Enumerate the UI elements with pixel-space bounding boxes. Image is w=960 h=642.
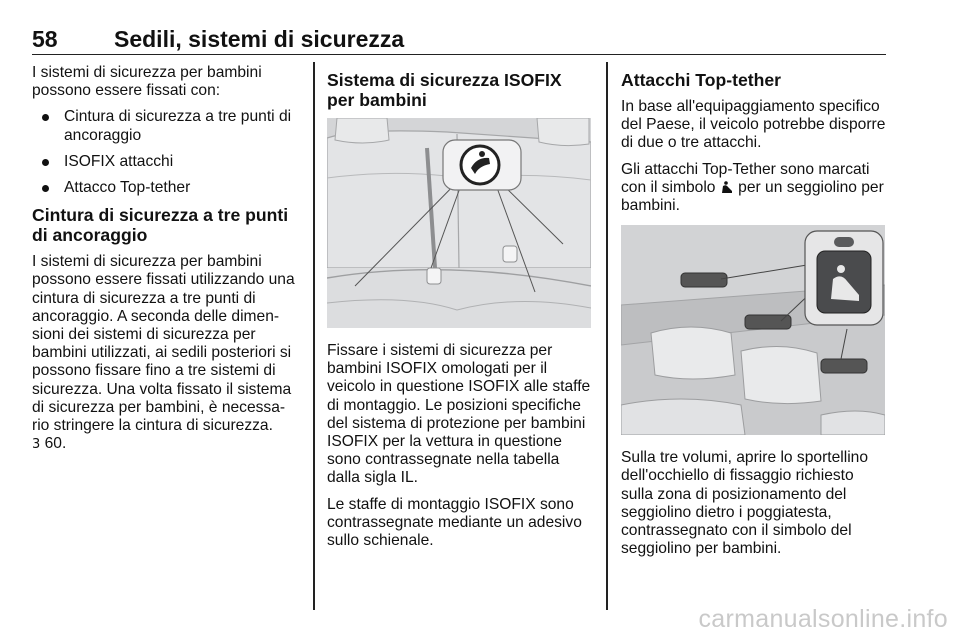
body-text: I sistemi di sicurezza per bambini possono essere fissati utilizzando una cintura di sicurezza a tre punti di ancoraggio. A seconda delle dimen-sioni dei sistemi di sicurezza per bambini utilizzati, ai sedili posteriori si possono fissare fino a tre sistemi di sicurezza. Una volta fissato il sistema di sicurezza per bambini, è necessa-rio stringere la cintura di sicurezza. <box>32 253 295 435</box>
section-heading-three-point-belt: Cintura di sicurezza a tre punti di ancoraggio <box>32 205 289 246</box>
top-tether-illustration <box>621 225 885 435</box>
top-tether-paragraph-3: Sulla tre volumi, aprire lo sportellino dell'occhiello di fissaggio richiesto sulla zona di posizionamento del seggiolino dietro i poggiatesta, contrassegnato con il simbolo del seggiolino per bambini. <box>621 449 869 558</box>
isofix-paragraph-1: Fissare i sistemi di sicurezza per bambini ISOFIX omologati per il veicolo in questione ISOFIX alle staffe di montaggio. Le posizioni specifiche del sistema di protezione per bambini ISOFIX per la vettura in questione sono contrassegnate nella tabella dalla sigla IL. <box>327 342 591 487</box>
isofix-paragraph-2: Le staffe di montaggio ISOFIX sono contrassegnate mediante un adesivo sullo schienale. <box>327 495 582 550</box>
bullet-item: ISOFIX attacchi <box>32 153 300 171</box>
section-heading-isofix: Sistema di sicurezza ISOFIX per bambini <box>327 70 562 110</box>
top-tether-paragraph-2 <box>621 161 887 216</box>
column-divider <box>606 62 608 610</box>
page-header <box>32 26 886 55</box>
child-seat-icon <box>720 181 734 194</box>
bullet-item: Cintura di sicurezza a tre punti di ancoraggio <box>32 108 300 144</box>
text: per un seggiolino per bambini. <box>621 178 884 215</box>
watermark: carmanualsonline.info <box>698 605 948 633</box>
bullet-list <box>32 108 300 197</box>
bullet-item: Attacco Top-tether <box>32 179 300 197</box>
page-ref-icon: 3 <box>32 437 41 453</box>
text: Gli attacchi Top-Tether sono marcati con il simbolo <box>621 160 870 196</box>
column-middle <box>327 64 591 558</box>
page-number: 58 <box>32 26 58 52</box>
intro-text: I sistemi di sicurezza per bambini possono essere fissati con: <box>32 64 262 100</box>
page-reference-link[interactable]: 60. <box>44 435 67 453</box>
column-left <box>32 64 300 462</box>
chapter-title: Sedili, sistemi di sicurezza <box>114 26 405 52</box>
three-point-belt-body <box>32 253 300 454</box>
top-tether-paragraph-1: In base all'equipaggiamento specifico del Paese, il veicolo potrebbe disporre di due o tre attacchi. <box>621 98 886 152</box>
column-right <box>621 64 887 566</box>
column-divider <box>313 62 315 610</box>
section-heading-top-tether: Attacchi Top-tether <box>621 70 781 90</box>
isofix-rear-seat-illustration <box>327 118 591 328</box>
